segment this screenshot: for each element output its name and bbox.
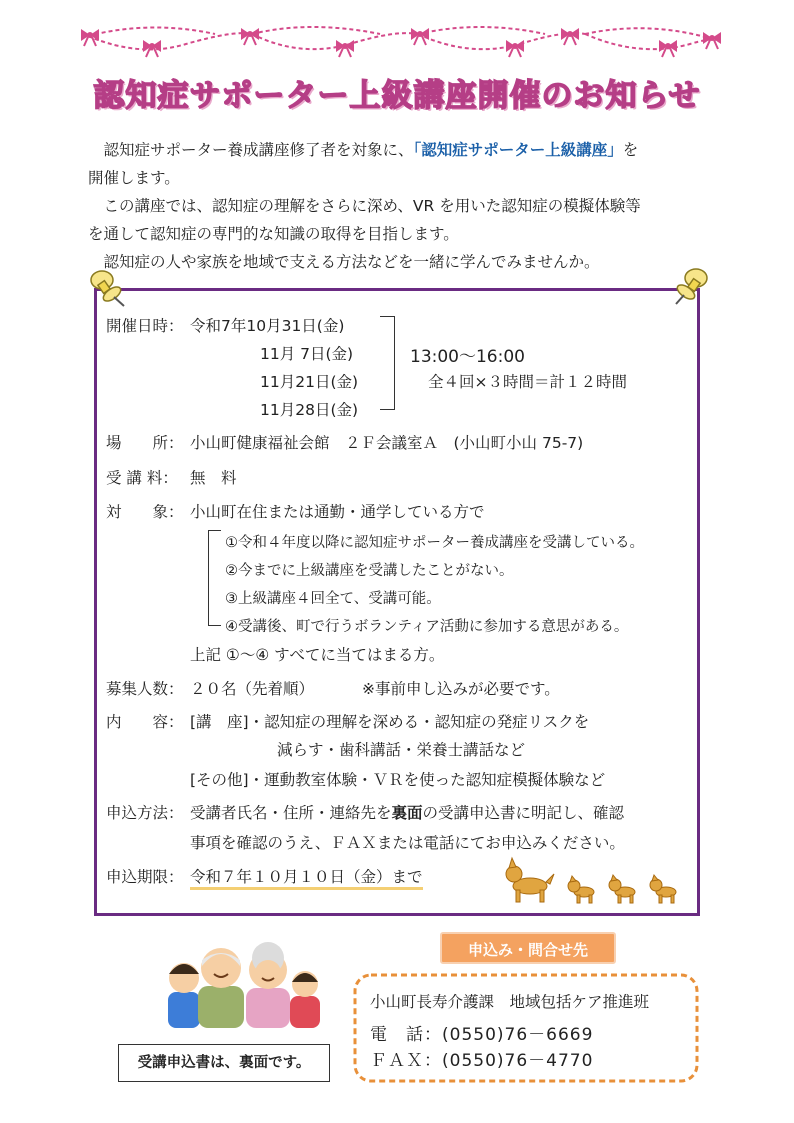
dog-icon: [500, 856, 690, 904]
deadline-label: 申込期限：: [106, 868, 184, 886]
condition-item: ③上級講座４回全て、受講可能。: [225, 591, 441, 607]
apply-label: 申込方法：: [106, 804, 184, 822]
venue-label: 場 所：: [106, 434, 184, 452]
target-value: 小山町在住または通勤・通学している方で: [190, 503, 485, 521]
venue-value: 小山町健康福祉会館 ２Ｆ会議室Ａ (小山町小山 75-7): [190, 434, 584, 452]
family-illustration: [150, 940, 334, 1030]
application-form-notice: 受講申込書は、裏面です。: [118, 1044, 330, 1082]
content-row: [106, 710, 589, 732]
fee-value: 無 料: [190, 469, 237, 487]
page-title: 認知症サポーター上級講座開催のお知らせ: [93, 78, 701, 114]
intro-p1-after: を: [622, 141, 639, 159]
pushpin-icon: [86, 266, 130, 310]
condition-item: ④受講後、町で行うボランティア活動に参加する意思がある。: [225, 619, 629, 635]
fee-label: 受 講 料：: [106, 469, 178, 487]
session-total: 全４回×３時間＝計１２時間: [428, 373, 627, 391]
venue-row: [106, 431, 583, 453]
capacity-value: ２０名（先着順）: [190, 680, 315, 698]
apply-1-before: 受講者氏名・住所・連絡先を: [190, 804, 392, 822]
pushpin-icon: [668, 264, 712, 308]
apply-1-bold: 裏面: [391, 804, 423, 822]
contact-tel: 電 話：(0550)76－6669: [370, 1025, 594, 1045]
intro-p1-before: 認知症サポーター養成講座修了者を対象に、: [103, 141, 414, 159]
date-label: 開催日時：: [106, 317, 184, 335]
contact-tab: 申込み・問合せ先: [440, 932, 616, 964]
content-lecture-2: 減らす・歯科講話・栄養士講話など: [277, 741, 526, 759]
condition-item: ①令和４年度以降に認知症サポーター養成講座を受講している。: [225, 535, 644, 551]
content-other: [その他]・運動教室体験・ＶＲを使った認知症模擬体験など: [190, 771, 606, 789]
contact-office: 小山町長寿介護課 地域包括ケア推進班: [370, 993, 650, 1011]
apply-2: 事項を確認のうえ、ＦＡＸまたは電話にてお申込みください。: [190, 834, 625, 852]
apply-row: [106, 801, 624, 823]
date-2: 11月 7日(金): [260, 345, 354, 363]
capacity-label: 募集人数：: [106, 680, 184, 698]
capacity-note: ※事前申し込みが必要です。: [362, 680, 560, 698]
apply-1-after: の受講申込書に明記し、確認: [422, 804, 625, 822]
intro-p2-line1: この講座では、認知症の理解をさらに深め、VR を用いた認知症の模擬体験等: [103, 197, 641, 215]
deadline-value: 令和７年１０月１０日（金）まで: [190, 868, 423, 890]
ribbon-garland-icon: [0, 0, 794, 70]
target-row: [106, 500, 485, 522]
intro-p2-line2: を通して認知症の専門的な知識の取得を目指します。: [88, 225, 459, 243]
date-row: [106, 314, 344, 336]
deadline-row: [106, 865, 423, 887]
condition-item: ②今までに上級講座を受講したことがない。: [225, 563, 514, 579]
date-1: 令和7年10月31日(金): [190, 317, 345, 335]
session-time: 13:00～16:00: [410, 347, 525, 367]
intro-p3: 認知症の人や家族を地域で支える方法などを一緒に学んでみませんか。: [103, 253, 600, 271]
content-lecture-1: [講 座]・認知症の理解を深める・認知症の発症リスクを: [190, 713, 590, 731]
intro-p1-highlight: 「認知症サポーター上級講座」: [413, 141, 623, 159]
conditions-note: 上記 ①～④ すべてに当てはまる方。: [190, 646, 445, 664]
fee-row: [106, 466, 237, 488]
date-3: 11月21日(金): [260, 373, 359, 391]
contact-fax: ＦＡＸ：(0550)76－4770: [370, 1051, 594, 1071]
capacity-row: [106, 677, 314, 699]
conditions-bracket: [208, 530, 221, 626]
content-label: 内 容：: [106, 713, 184, 731]
target-label: 対 象：: [106, 503, 184, 521]
intro-text: [88, 136, 718, 276]
date-4: 11月28日(金): [260, 401, 359, 419]
date-bracket: [380, 316, 395, 410]
intro-p1-line2: 開催します。: [88, 169, 180, 187]
